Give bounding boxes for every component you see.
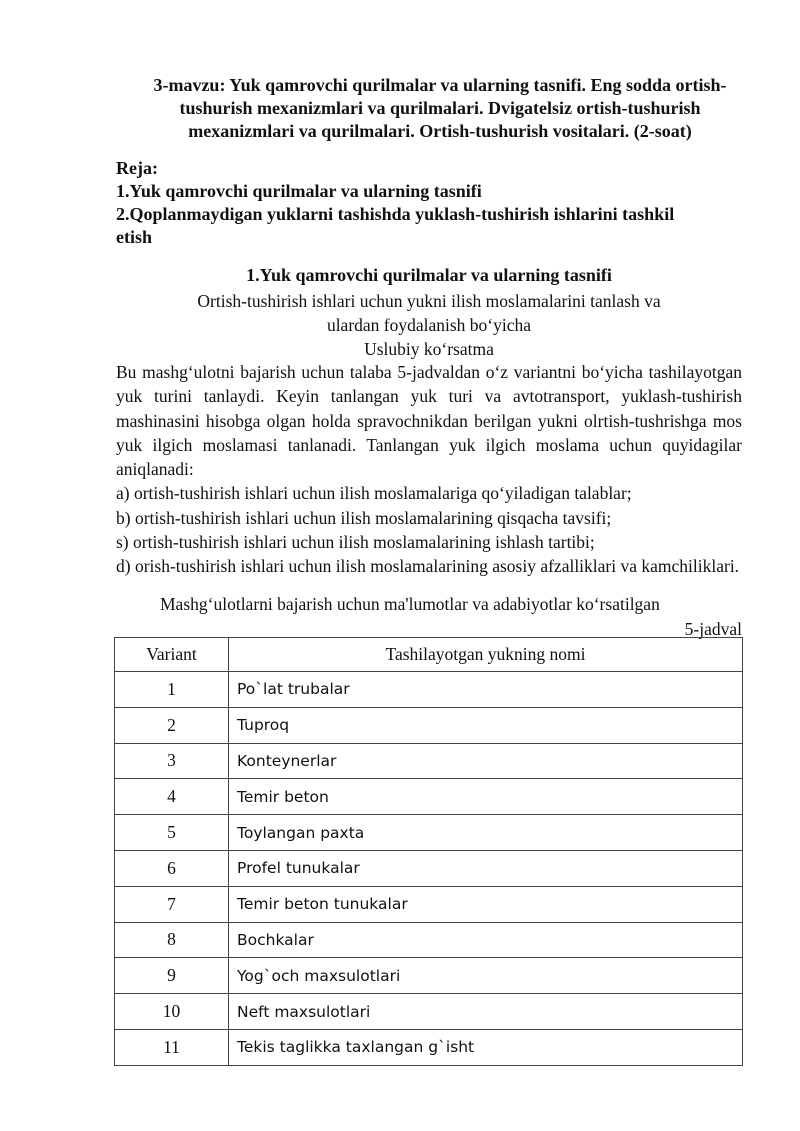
table-row — [115, 672, 743, 708]
variant-table — [114, 637, 743, 1066]
column-header-cargo-name: Tashilayotgan yukning nomi — [229, 638, 743, 672]
plan-item-2-line-2: etish — [116, 227, 152, 247]
cargo-name-cell: Profel tunukalar — [229, 850, 743, 886]
section-subtitle-line-2: ulardan foydalanish bo‘yicha — [326, 315, 532, 335]
cargo-name-cell: Toylangan paxta — [229, 815, 743, 851]
plan-block — [116, 157, 756, 249]
requirement-item-s: s) ortish-tushirish ishlari uchun ilish moslamalarining ishlash tartibi; — [116, 532, 595, 553]
table-row — [115, 815, 743, 851]
table-row — [115, 850, 743, 886]
table-row — [115, 743, 743, 779]
requirement-item-a: a) ortish-tushirish ishlari uchun ilish moslamalariga qo‘yiladigan talablar; — [116, 483, 632, 504]
table-row — [115, 1029, 743, 1065]
table-row — [115, 779, 743, 815]
plan-label: Reja: — [116, 158, 158, 178]
table-row — [115, 886, 743, 922]
variant-cell: 4 — [115, 779, 229, 815]
topic-heading-line-1: 3-mavzu: Yuk qamrovchi qurilmalar va ularning tasnifi. Eng sodda ortish- — [153, 75, 727, 95]
section-title: 1.Yuk qamrovchi qurilmalar va ularning tasnifi — [246, 265, 612, 285]
table-row — [115, 994, 743, 1030]
variant-cell: 6 — [115, 850, 229, 886]
section-subtitle-line-1: Ortish-tushirish ishlari uchun yukni ilish moslamalarini tanlash va — [197, 291, 661, 311]
variant-cell: 9 — [115, 958, 229, 994]
cargo-name-cell: Tuproq — [229, 707, 743, 743]
cargo-name-cell: Temir beton tunukalar — [229, 886, 743, 922]
cargo-name-cell: Po`lat trubalar — [229, 672, 743, 708]
cargo-name-cell: Neft maxsulotlari — [229, 994, 743, 1030]
table-row — [115, 958, 743, 994]
requirement-item-d: d) orish-tushirish ishlari uchun ilish moslamalarining asosiy afzalliklari va kamchiliklari. — [116, 556, 740, 577]
variant-cell: 7 — [115, 886, 229, 922]
cargo-name-cell: Konteynerlar — [229, 743, 743, 779]
cargo-name-cell: Yog`och maxsulotlari — [229, 958, 743, 994]
table-intro: Mashg‘ulotlarni bajarish uchun ma'lumotlar va adabiyotlar ko‘rsatilgan — [160, 594, 660, 614]
cargo-name-cell: Temir beton — [229, 779, 743, 815]
plan-item-1: 1.Yuk qamrovchi qurilmalar va ularning tasnifi — [116, 181, 482, 201]
variant-cell: 8 — [115, 922, 229, 958]
variant-cell: 1 — [115, 672, 229, 708]
variant-cell: 11 — [115, 1029, 229, 1065]
plan-item-2-line-1: 2.Qoplanmaydigan yuklarni tashishda yuklash-tushirish ishlarini tashkil — [116, 204, 675, 224]
cargo-name-cell: Tekis taglikka taxlangan g`isht — [229, 1029, 743, 1065]
instruction-paragraph: Bu mashg‘ulotni bajarish uchun talaba 5-jadvaldan o‘z variantni bo‘yicha tashilayotgan yuk turini tanlaydi. Keyin tanlangan yuk turi va avtotransport, yuklash-tushirish mashinasini hisobga olgan holda spravochnikdan berilgan yukni olrtish-tushrishga mos yuk ilgich moslamasi tanlanadi. Tanlangan yuk ilgich moslama uchun quyidagilar aniqlanadi: — [116, 362, 742, 480]
table-row — [115, 707, 743, 743]
requirement-item-b: b) ortish-tushirish ishlari uchun ilish moslamalarining qisqacha tavsifi; — [116, 507, 612, 528]
table-row — [115, 922, 743, 958]
variant-cell: 3 — [115, 743, 229, 779]
variant-cell: 5 — [115, 815, 229, 851]
variant-cell: 2 — [115, 707, 229, 743]
table-caption: 5-jadval — [684, 619, 742, 639]
topic-heading-line-2: tushurish mexanizmlari va qurilmalari. Dvigatelsiz ortish-tushurish — [179, 98, 701, 118]
body-text — [116, 360, 742, 579]
variant-cell: 10 — [115, 994, 229, 1030]
cargo-name-cell: Bochkalar — [229, 922, 743, 958]
topic-heading-line-3: mexanizmlari va qurilmalari. Ortish-tushurish vositalari. (2-soat) — [188, 121, 692, 141]
table-header-row — [115, 638, 743, 672]
section-subtitle-line-3: Uslubiy ko‘rsatma — [364, 339, 494, 359]
topic-heading — [120, 74, 760, 143]
column-header-variant: Variant — [115, 638, 229, 672]
